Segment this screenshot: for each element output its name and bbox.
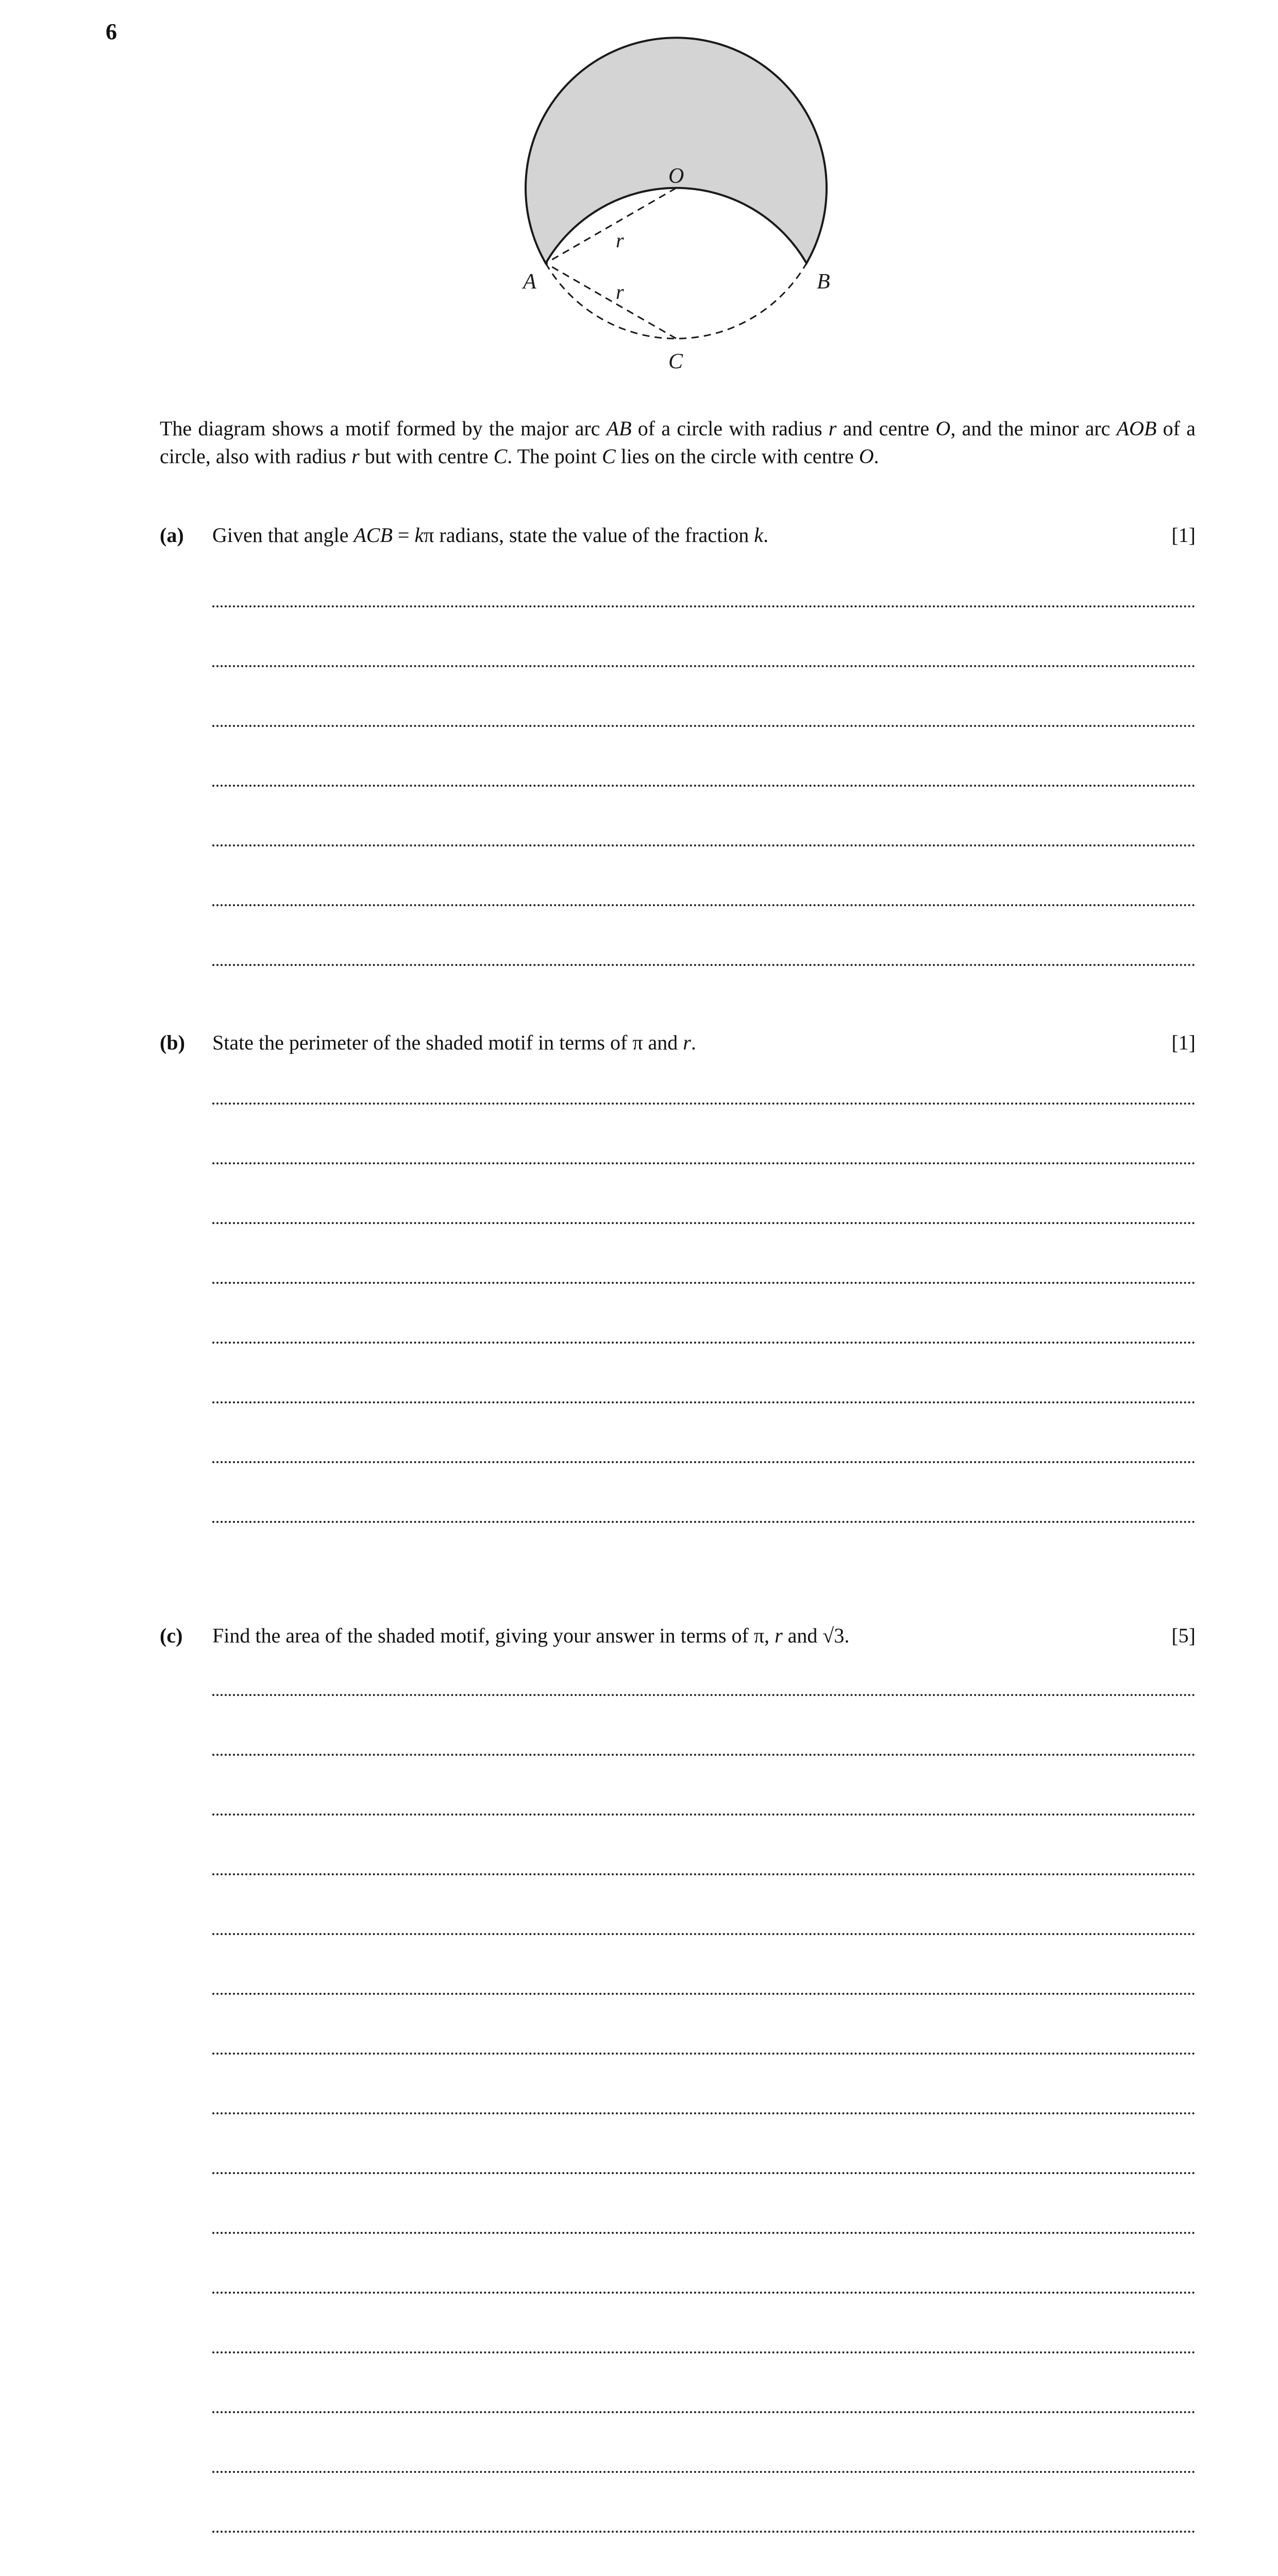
answer-line[interactable] <box>212 1694 1196 1696</box>
answer-line[interactable] <box>212 2112 1196 2114</box>
question-a-marks: [1] <box>1171 523 1196 547</box>
question-a-text: Given that angle ACB = kπ radians, state the value of the fraction k. <box>212 523 769 547</box>
dashed-arc-ACB <box>546 263 806 338</box>
answer-line[interactable] <box>212 1222 1196 1224</box>
answer-line[interactable] <box>212 1342 1196 1344</box>
answer-line[interactable] <box>212 2232 1196 2234</box>
answer-line[interactable] <box>212 2531 1196 2533</box>
label-B: B <box>817 270 830 294</box>
page-number: 6 <box>106 19 117 44</box>
answer-line[interactable] <box>212 2053 1196 2055</box>
answer-line[interactable] <box>212 605 1196 607</box>
answer-line[interactable] <box>212 2172 1196 2174</box>
answer-line[interactable] <box>212 665 1196 667</box>
answer-line[interactable] <box>212 1933 1196 1935</box>
label-O: O <box>668 164 684 188</box>
label-A: A <box>523 270 536 294</box>
radius-CA <box>546 263 676 338</box>
answer-line[interactable] <box>212 1814 1196 1816</box>
answer-line[interactable] <box>212 1521 1196 1523</box>
label-C: C <box>668 350 683 374</box>
question-a <box>160 521 1196 549</box>
question-b <box>160 1029 1196 1057</box>
answer-line[interactable] <box>212 2351 1196 2353</box>
answer-line[interactable] <box>212 2411 1196 2413</box>
answer-line[interactable] <box>212 1103 1196 1105</box>
answer-line[interactable] <box>212 1461 1196 1463</box>
answer-line[interactable] <box>212 1401 1196 1403</box>
label-r-lower: r <box>616 280 624 303</box>
question-a-label: (a) <box>160 523 184 547</box>
question-b-label: (b) <box>160 1031 185 1054</box>
answer-line[interactable] <box>212 785 1196 787</box>
answer-line[interactable] <box>212 1282 1196 1284</box>
motif-diagram <box>495 31 855 381</box>
question-c-label: (c) <box>160 1624 183 1647</box>
question-b-marks: [1] <box>1171 1031 1196 1054</box>
label-r-upper: r <box>616 229 624 252</box>
shaded-motif <box>526 38 827 263</box>
question-c-text: Find the area of the shaded motif, giving your answer in terms of π, r and √3. <box>212 1624 850 1647</box>
answer-line[interactable] <box>212 844 1196 846</box>
answer-line[interactable] <box>212 2471 1196 2473</box>
question-c-marks: [5] <box>1171 1624 1196 1647</box>
question-b-text: State the perimeter of the shaded motif in terms of π and r. <box>212 1031 696 1054</box>
answer-line[interactable] <box>212 1873 1196 1875</box>
answer-line[interactable] <box>212 964 1196 966</box>
answer-line[interactable] <box>212 2292 1196 2294</box>
answer-line[interactable] <box>212 725 1196 727</box>
question-intro: The diagram shows a motif formed by the major arc AB of a circle with radius r and centre O, and the minor arc AOB of a circle, also with radius r but with centre C. The point C lies on the circle with centre O. <box>160 417 1196 468</box>
answer-line[interactable] <box>212 1993 1196 1995</box>
answer-line[interactable] <box>212 1754 1196 1756</box>
answer-line[interactable] <box>212 1162 1196 1164</box>
answer-line[interactable] <box>212 904 1196 906</box>
question-c <box>160 1622 1196 1650</box>
